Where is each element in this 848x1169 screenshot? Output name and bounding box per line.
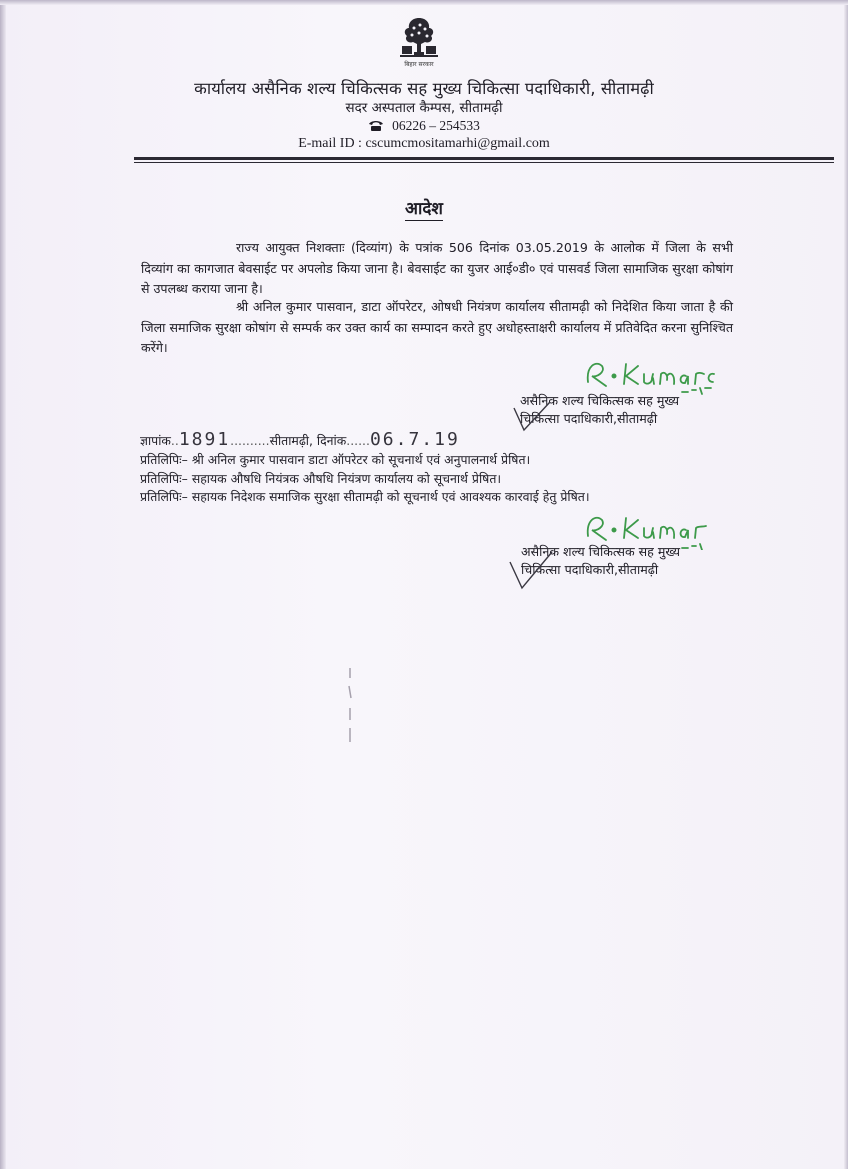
designation-line-1: असैनिक शल्य चिकित्सक सह मुख्य: [521, 544, 681, 559]
order-paragraph-2: श्री अनिल कुमार पासवान, डाटा ऑपरेटर, ओषधी नियंत्रण कार्यालय सीतामढ़ी को निदेशित किया जाता है की जिला समाजिक सुरक्षा कोषांग से सम्पर्क कर उक्त कार्य का सम्पादन करते हुए अधोहस्ताक्षरी कार्यालय में प्रतिवेदित करना सुनिश्चित करेंगे।: [141, 299, 733, 355]
paper-mark: [346, 668, 354, 742]
office-email: E-mail ID : cscumcmositamarhi@gmail.com: [298, 136, 550, 151]
telephone-icon: [368, 120, 384, 131]
office-title: कार्यालय असैनिक शल्य चिकित्सक सह मुख्य चिकित्सा पदाधिकारी, सीतामढ़ी: [194, 79, 654, 98]
designation-line-2: चिकित्सा पदाधिकारी,सीतामढ़ी: [521, 562, 659, 577]
office-address: सदर अस्पताल कैम्पस, सीतामढ़ी: [345, 100, 503, 116]
copy-line-1: प्रतिलिपिः– श्री अनिल कुमार पासवान डाटा ऑपरेटर को सूचनार्थ एवं अनुपालनार्थ प्रेषित।: [140, 452, 531, 467]
letterhead-divider: [134, 162, 834, 163]
designation-line-2: चिकित्सा पदाधिकारी,सीतामढ़ी: [520, 411, 658, 426]
initial-tick-mark: [506, 548, 560, 594]
letterhead-divider: [134, 157, 834, 160]
page-edge-shadow: [844, 0, 848, 1169]
designation-line-1: असैनिक शल्य चिकित्सक सह मुख्य: [520, 393, 680, 408]
copy-line-2: प्रतिलिपिः– सहायक औषधि नियंत्रक औषधि नियंत्रण कार्यालय को सूचनार्थ प्रेषित।: [140, 471, 502, 486]
office-phone: [0, 118, 848, 134]
copy-line-3: प्रतिलिपिः– सहायक निदेशक समाजिक सुरक्षा सीतामढ़ी को सूचनार्थ एवं आवश्यक कारवाई हेतु प्रेषित।: [140, 489, 590, 504]
order-title: आदेश: [405, 199, 443, 219]
order-paragraph-1: राज्य आयुक्त निशक्ताः (दिव्यांग) के पत्रांक 506 दिनांक 03.05.2019 के आलोक में जिला के सभी दिव्यांग का कागजात बेवसाईट पर अपलोड किया जाना है। बेवसाईट का युजर आई०डी० एवं पासवर्ड जिला सामाजिक सुरक्षा कोषांग से उपलब्ध कराया जाना है।: [141, 240, 733, 296]
handwritten-signature: [582, 354, 732, 396]
initial-tick-mark: [510, 396, 560, 436]
memo-date: 06.7.19: [369, 429, 460, 450]
memo-number: 1891: [178, 429, 231, 450]
memo-reference: ज्ञापांक..1891..........सीतामढ़ी, दिनांक......06.7.19: [140, 429, 460, 450]
phone-number: 06226 – 254533: [392, 118, 480, 133]
page-edge-shadow: [0, 0, 6, 1169]
page-edge-shadow: [0, 0, 848, 5]
emblem-caption: बिहार सरकार: [404, 61, 434, 68]
